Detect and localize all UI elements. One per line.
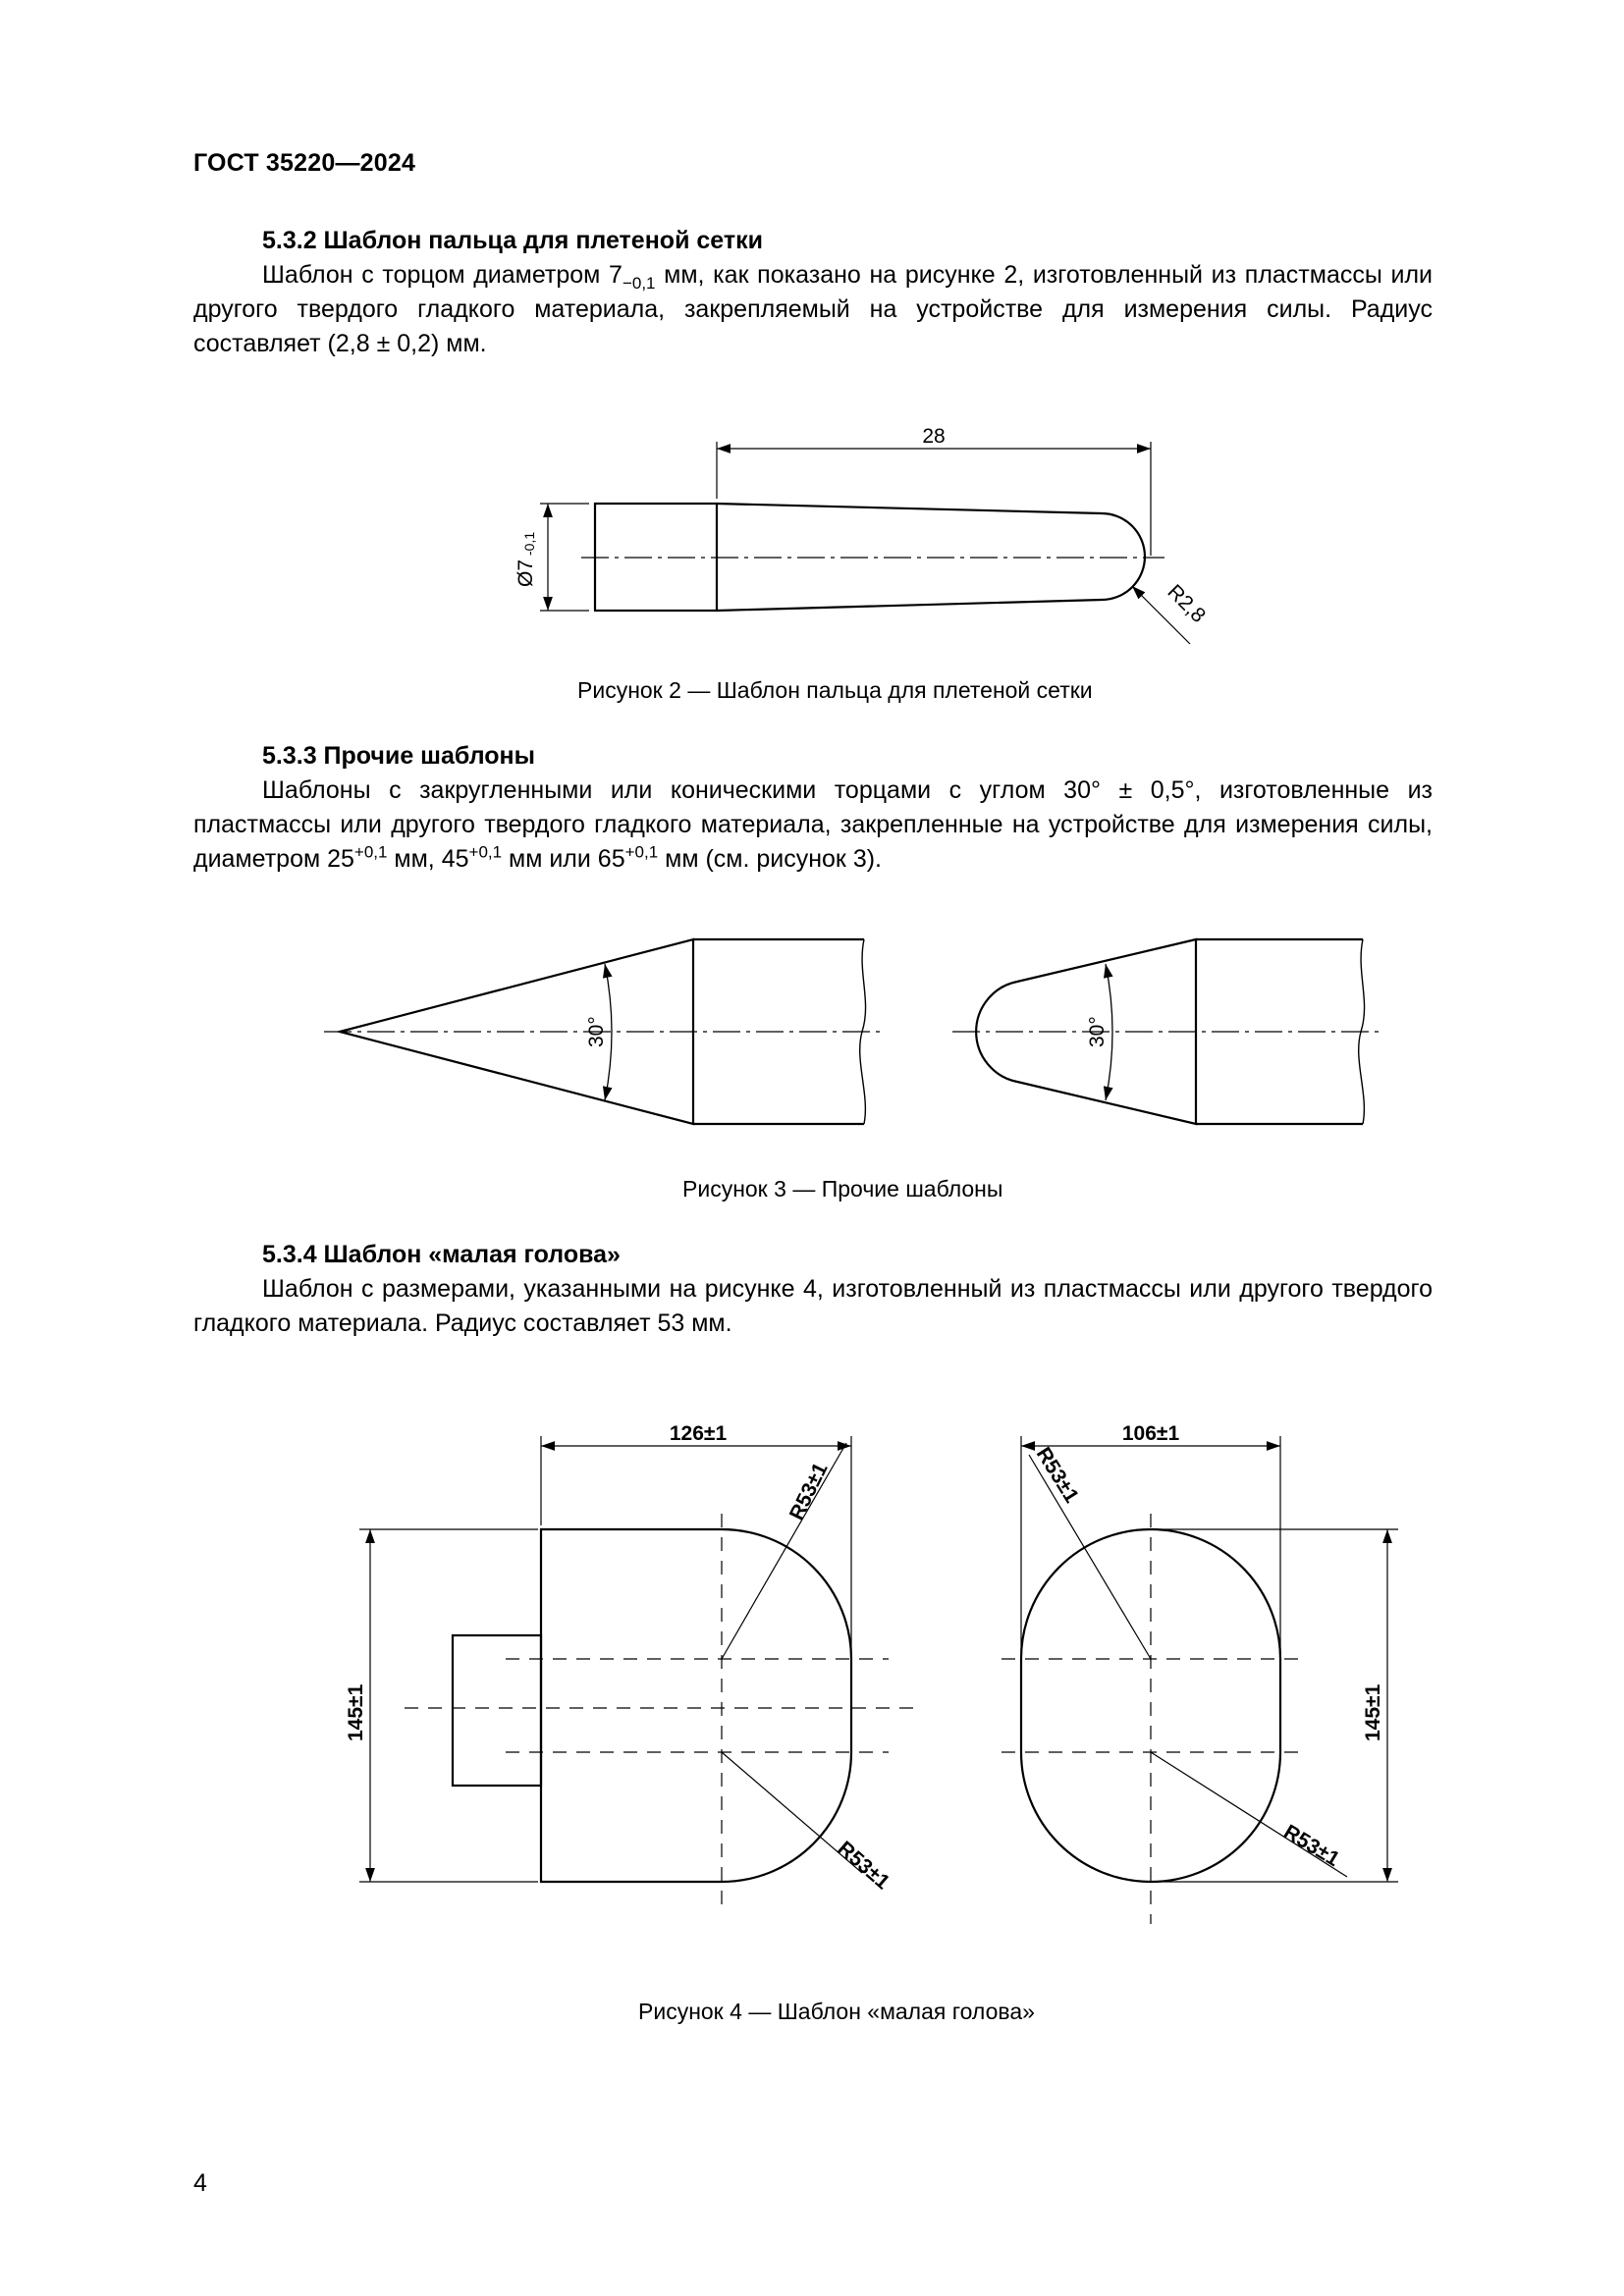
document-header: ГОСТ 35220—2024 — [193, 149, 416, 177]
radius-label-top: R53±1 — [785, 1459, 833, 1524]
section-5-3-4 — [193, 1238, 1433, 1341]
text-run: мм или 65 — [502, 845, 625, 873]
section-5-3-3 — [193, 739, 1433, 877]
angle-label-left: 30° — [585, 1016, 608, 1047]
radius-label-bottom: R53±1 — [1279, 1820, 1344, 1872]
tolerance-superscript: +0,1 — [468, 842, 503, 862]
radius-label-bottom: R53±1 — [833, 1837, 894, 1895]
text-run: мм (см. рисунок 3). — [658, 845, 882, 873]
figure-3-caption: Рисунок 3 — Прочие шаблоны — [682, 1176, 1003, 1201]
text-run: Шаблон с торцом диаметром 7 — [262, 261, 623, 289]
figure-4-drawing — [0, 1404, 1624, 1953]
height-dimension-label: 145±1 — [345, 1683, 367, 1741]
finger-base-outline — [595, 504, 717, 611]
section-title: 5.3.4 Шаблон «малая голова» — [262, 1241, 621, 1268]
radius-label-top: R53±1 — [1031, 1443, 1083, 1508]
figure-4-caption: Рисунок 4 — Шаблон «малая голова» — [638, 1999, 1035, 2024]
length-dimension-label: 28 — [922, 425, 946, 448]
tolerance-subscript: −0,1 — [622, 274, 656, 293]
section-title: 5.3.2 Шаблон пальца для плетеной сетки — [262, 227, 763, 254]
tolerance-superscript: +0,1 — [624, 842, 659, 862]
section-5-3-2 — [193, 224, 1433, 361]
section-paragraph — [193, 258, 1433, 361]
radius-leader-line — [1029, 1455, 1151, 1659]
page-number: 4 — [193, 2169, 207, 2197]
tolerance-superscript: +0,1 — [353, 842, 388, 862]
text-run: мм, как показано на рисунке 2, изготовленный из пластмассы или другого твердого гладкого материала, закрепляемый на устройстве для измерения силы. Радиус составляет (2,8 ± 0,2) мм. — [193, 261, 1434, 357]
section-paragraph: Шаблон с размерами, указанными на рисунке 4, изготовленный из пластмассы или другого твердого гладкого материала. Радиус составляет 53 мм. — [193, 1275, 1433, 1337]
radius-dimension-label: R2,8 — [1163, 580, 1211, 627]
small-head-side-outline — [541, 1529, 851, 1882]
diameter-dimension-label: Ø7-0,1 — [514, 531, 537, 587]
width-dimension-label: 126±1 — [669, 1422, 728, 1445]
figure-3-drawing — [0, 913, 1624, 1139]
neck-outline — [453, 1635, 541, 1786]
height-dimension-label: 145±1 — [1362, 1683, 1384, 1741]
section-paragraph — [193, 774, 1433, 877]
section-title: 5.3.3 Прочие шаблоны — [262, 742, 536, 770]
width-dimension-label: 106±1 — [1121, 1422, 1180, 1445]
text-run: мм, 45 — [387, 845, 469, 873]
angle-label-right: 30° — [1086, 1016, 1109, 1047]
figure-2-caption: Рисунок 2 — Шаблон пальца для плетеной сетки — [577, 677, 1093, 703]
figure-2-drawing — [0, 412, 1624, 667]
text-run: Шаблоны с закругленными или коническими торцами с углом 30° ± 0,5°, изготовленные из пластмассы или другого твердого гладкого материала, закрепленные на устройстве для измерения силы, диаметром 25 — [193, 776, 1433, 873]
